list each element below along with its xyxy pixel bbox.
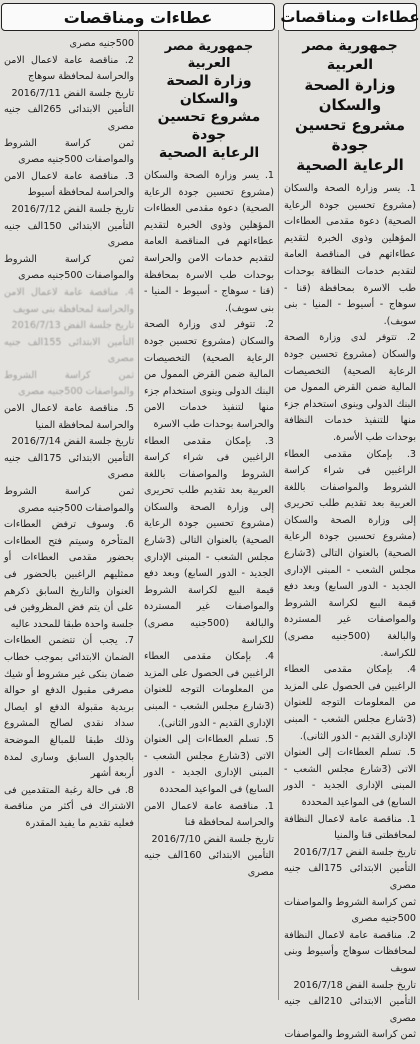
- paragraph: 4. بإمكان مقدمى العطاء الراغبين فى الحصول على المزيد من المعلومات التوجه للعنوان (3شارع مجلس الشعب - المبنى الإدارى القديم - الدور الثانى).: [144, 651, 274, 729]
- ad-project-line2: الرعاية الصحية: [158, 145, 260, 161]
- paragraph: 3. بإمكان مقدمى العطاء الراغبين فى شراء كراسة الشروط والمواصفات باللغة العربية بعد تقديم طلب تحريرى إلى وزارة الصحة والسكان (مشروع تحسين جودة الرعاية الصحية) بالعنوان التالى (3شارع مجلس الشعب - المبنى الإدارى الجديد - الدور السابع) وبعد دفع قيمة البيع لكراسة الشروط والمواصفات غير المستردة والبالغة (500جنيه مصرى) للكراسة.: [284, 448, 417, 659]
- paragraph: 5. مناقصة عامة لاعمال الامن والحراسة لمحافظة المنيا: [4, 403, 134, 431]
- section-banner-wide: عطاءات ومناقصات: [1, 3, 275, 31]
- paragraph: ثمن كراسة الشروط والمواصفات 500جنيه مصرى: [284, 896, 416, 925]
- paragraph: تاريخ جلسة الفض 2016/7/12: [11, 203, 134, 215]
- paragraph: التأمين الابتدائى 175الف جنيه مصرى: [284, 863, 417, 891]
- ad-body: [140, 168, 278, 882]
- paragraph: 4. بإمكان مقدمى العطاء الراغبين فى الحصول على المزيد من المعلومات التوجه للعنوان (3شارع مجلس الشعب - المبنى الإدارى القديم - الدور الثانى).: [284, 664, 416, 742]
- paragraph: 3. بإمكان مقدمى العطاء الراغبين فى شراء كراسة الشروط والمواصفات باللغة العربية بعد تقديم طلب تحريرى إلى وزارة الصحة والسكان (مشروع تحسين جودة الرعاية الصحية) بالعنوان التالى (3شارع مجلس الشعب - المبنى الإدارى الجديد - الدور السابع) وبعد دفع قيمة البيع لكراسة الشروط والمواصفات غير المستردة والبالغة (500جنيه مصرى) للكراسة: [144, 435, 275, 646]
- ad-project-line2: الرعاية الصحية: [296, 156, 404, 174]
- ad-heading: [284, 37, 416, 175]
- paragraph: تاريخ جلسة الفض 2016/7/17: [293, 846, 416, 858]
- paragraph: 2. تتوفر لدى وزارة الصحة والسكان (مشروع تحسين جودة الرعاية الصحية) التخصيصات المالية ضمن القرض الممول من البنك الدولى وينوى استخدام جزء منها للتنفيذ خدمات النظافة بوحدات طب الأسرة.: [284, 332, 416, 443]
- paragraph: 5. تسلم العطاءات إلى العنوان الاتى (3شارع مجلس الشعب - المبنى الإدارى الجديد - الدور السابع) فى المواعيد المحددة: [284, 747, 416, 808]
- ad-heading: [144, 38, 274, 162]
- ad-column-continued: [0, 32, 138, 1000]
- ad-country: جمهورية مصر العربية: [302, 38, 398, 73]
- ad-ministry: وزارة الصحة والسكان: [304, 76, 396, 114]
- paragraph: تاريخ جلسة الفض 2016/7/10: [151, 833, 274, 845]
- ad-ministry: وزارة الصحة والسكان: [166, 73, 252, 107]
- paragraph-faded: التأمين الابتدائى 155الف جنيه مصرى: [4, 336, 134, 365]
- paragraph: 500جنيه مصرى: [69, 38, 134, 49]
- paragraph: التأمين الابتدائى 210الف جنيه مصرى: [284, 996, 417, 1024]
- paragraph: ثمن كراسة الشروط والمواصفات: [284, 1029, 416, 1041]
- paragraph: ثمن كراسة الشروط والمواصفات 500جنيه مصرى: [4, 253, 134, 282]
- paragraph: 1. يسر وزارة الصحة والسكان (مشروع تحسين جودة الرعاية الصحية) دعوة مقدمى العطاءات المؤهلين وذوى الخبرة لتقديم عطاءاتهم فى المناقصة العامة لتقديم خدمات الامن والحراسة بوحدات طب الاسرة بمحافظة (قنا - سوهاج - أسيوط - المنيا - بنى سويف).: [144, 170, 274, 314]
- ad-project-line1: مشروع تحسين جودة: [157, 109, 261, 143]
- paragraph: تاريخ جلسة الفض 2016/7/11: [11, 87, 134, 99]
- paragraph: التأمين الابتدائى 175الف جنيه مصرى: [4, 452, 134, 481]
- ad-project-line1: مشروع تحسين جودة: [294, 116, 405, 154]
- paragraph: 2. مناقصة عامة لاعمال النظافة لمحافظات سوهاج وأسيوط وبنى سويف: [284, 929, 416, 974]
- paragraph: 2. مناقصة عامة لاعمال الامن والحراسة لمحافظة سوهاج: [4, 54, 134, 83]
- ad-body: [280, 181, 420, 1044]
- section-banner: عطاءات ومناقصات: [283, 3, 417, 31]
- paragraph: 1. مناقصة عامة لاعمال الامن والحراسة لمحافظة قنا: [144, 800, 274, 829]
- paragraph: 7. يجب أن تتضمن العطاءات الضمان الابتدائى بموجب خطاب ضمان بنكى غير مشروط أو شيك مصرفى مقبول الدفع او حوالة بريدية مقبولة الدفع او ايصال سداد نقدى لصالح المشروع وذلك طبقا للمبالغ الموضحة بالجدول السابق وسارى لمدة أربعة أشهر: [4, 635, 134, 780]
- column-divider: [138, 30, 139, 1000]
- paragraph: 1. مناقصة عامة لاعمال النظافة لمحافظتى قنا والمنيا: [284, 813, 416, 842]
- ad-column-cleaning: [280, 0, 420, 1041]
- ad-country: جمهورية مصر العربية: [164, 39, 254, 71]
- paragraph: التأمين الابتدائى 160الف جنيه مصرى: [144, 850, 274, 878]
- paragraph: ثمن كراسة الشروط والمواصفات 500جنيه مصرى: [4, 486, 134, 514]
- ad-body: [0, 32, 138, 833]
- paragraph: التأمين الابتدائى 150الف جنيه مصرى: [4, 220, 134, 249]
- paragraph-faded: ثمن كراسة الشروط والمواصفات 500جنيه مصرى: [4, 369, 134, 398]
- paragraph: 2. تتوفر لدى وزارة الصحة والسكان (مشروع تحسين جودة الرعاية الصحية) التخصيصات المالية ضمن القرض الممول من البنك الدولى وينوى استخدام جزء منها لتنفيذ خدمات الامن والحراسة بوحدات طب الاسرة: [144, 319, 274, 430]
- paragraph-faded: تاريخ جلسة الفض 2016/7/13: [11, 320, 134, 332]
- ad-column-security: [140, 32, 278, 1000]
- column-divider: [278, 30, 279, 1000]
- paragraph: تاريخ جلسة الفض 2016/7/18: [293, 979, 416, 991]
- paragraph: 1. يسر وزارة الصحة والسكان (مشروع تحسين جودة الرعاية الصحية) دعوة مقدمى العطاءات المؤهلين وذوى الخبرة لتقديم عطاءاتهم فى المناقصة العامة لتقديم خدمات النظافة بوحدات طب الاسرة بمحافظة (قنا - سوهاج - أسيوط - المنيا - بنى سويف).: [284, 183, 416, 327]
- paragraph: 8. فى حالة رغبة المتقدمين فى الاشتراك فى أكثر من مناقصة فعليه تقديم ما يفيد المقدرة: [4, 784, 134, 829]
- paragraph-faded: 4. مناقصة عامة لاعمال الامن والحراسة لمحافظة بنى سويف: [4, 286, 134, 315]
- paragraph: 6. وسوف ترفض العطاءات المتأخرة وسيتم فتح العطاءات بحضور مقدمى العطاءات أو ممثليهم الراغبين بالحضور فى العنوان والتاريخ السابق ذكرهم على أن يتم فض المظروفين فى جلسة واحدة طبقا للمحدد عاليه: [4, 519, 134, 630]
- paragraph: 3. مناقصة عامة لاعمال الامن والحراسة لمحافظة أسيوط: [4, 170, 134, 199]
- paragraph: التأمين الابتدائى 265الف جنيه مصرى: [4, 104, 134, 132]
- paragraph: ثمن كراسة الشروط والمواصفات 500جنيه مصرى: [4, 137, 134, 166]
- paragraph: 5. تسلم العطاءات إلى العنوان الاتى (3شارع مجلس الشعب - المبنى الإدارى الجديد - الدور السابع) فى المواعيد المحددة: [144, 734, 274, 795]
- paragraph: تاريخ جلسة الفض 2016/7/14: [11, 436, 134, 448]
